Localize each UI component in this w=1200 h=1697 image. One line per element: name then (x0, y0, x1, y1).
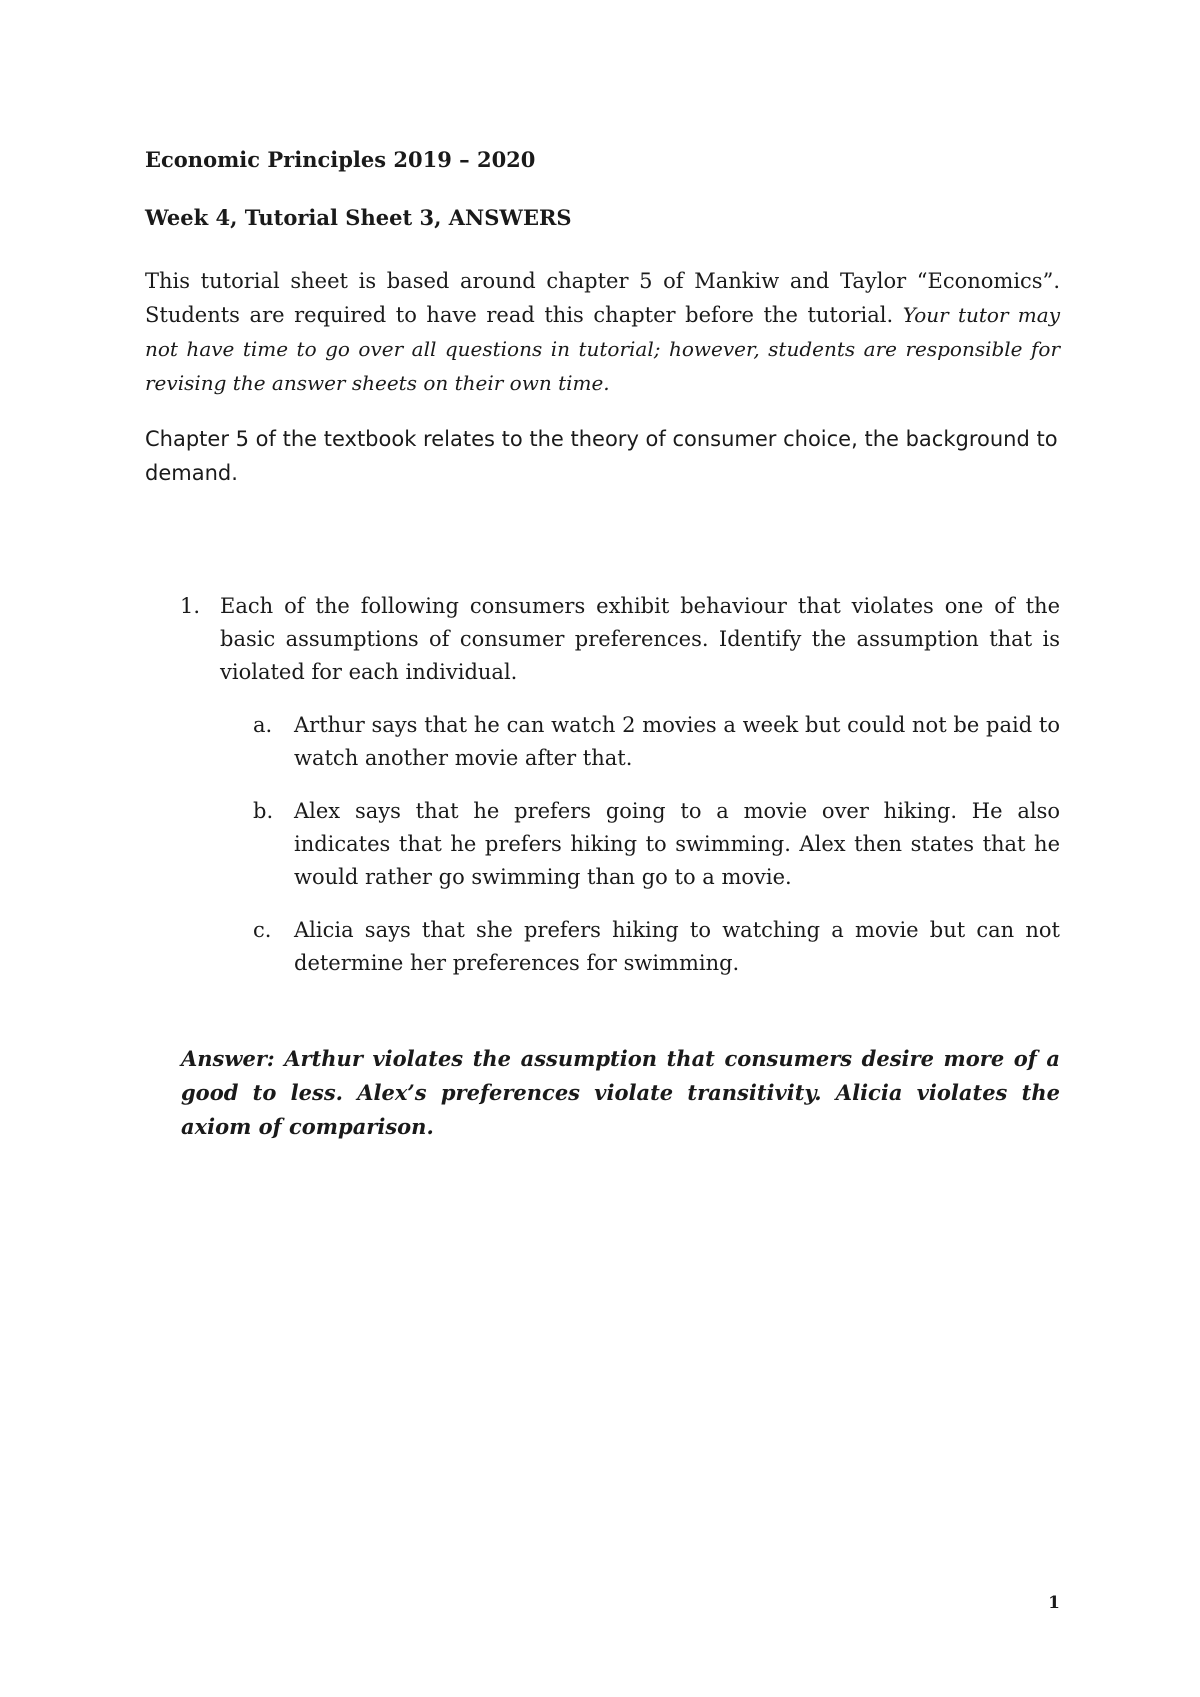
page-content (145, 146, 1060, 1165)
part-text: Alicia says that she prefers hiking to watching a movie but can not determine her preferences for swimming. (294, 918, 1060, 975)
question-text: Each of the following consumers exhibit behaviour that violates one of the basic assumptions of consumer preferences. Identify the assumption that is violated for each individual. (220, 594, 1060, 684)
question-number: 1. (180, 594, 201, 618)
sheet-title: Week 4, Tutorial Sheet 3, ANSWERS (145, 205, 572, 230)
intro-italic-note: Your tutor may not have time to go over all questions in tutorial; however, students are responsible for revising the answer sheets on their own time. (145, 303, 1060, 395)
part-letter: c. (253, 918, 272, 942)
intro-text: This tutorial sheet is based around chapter 5 of Mankiw and Taylor “Economics”. Students are required to have read this chapter before the tutorial. (145, 269, 1060, 327)
intro-paragraph (145, 264, 1060, 400)
answer-text: Answer: Arthur violates the assumption that consumers desire more of a good to less. Alex’s preferences violate transitivity. Alicia violates the axiom of comparison. (181, 1046, 1060, 1139)
question-item (145, 590, 1060, 689)
page-number: 1 (1048, 1593, 1060, 1613)
question-part (145, 709, 1060, 775)
course-title: Economic Principles 2019 – 2020 (145, 147, 536, 172)
part-text: Alex says that he prefers going to a movie over hiking. He also indicates that he prefers hiking to swimming. Alex then states that he would rather go swimming than go to a movie. (294, 799, 1060, 889)
question-list (145, 590, 1060, 980)
part-text: Arthur says that he can watch 2 movies a week but could not be paid to watch another movie after that. (294, 713, 1060, 770)
question-part (145, 795, 1060, 894)
part-letter: a. (253, 713, 273, 737)
question-part (145, 914, 1060, 980)
chapter-note: Chapter 5 of the textbook relates to the theory of consumer choice, the background to demand. (145, 427, 1058, 485)
part-letter: b. (253, 799, 274, 823)
